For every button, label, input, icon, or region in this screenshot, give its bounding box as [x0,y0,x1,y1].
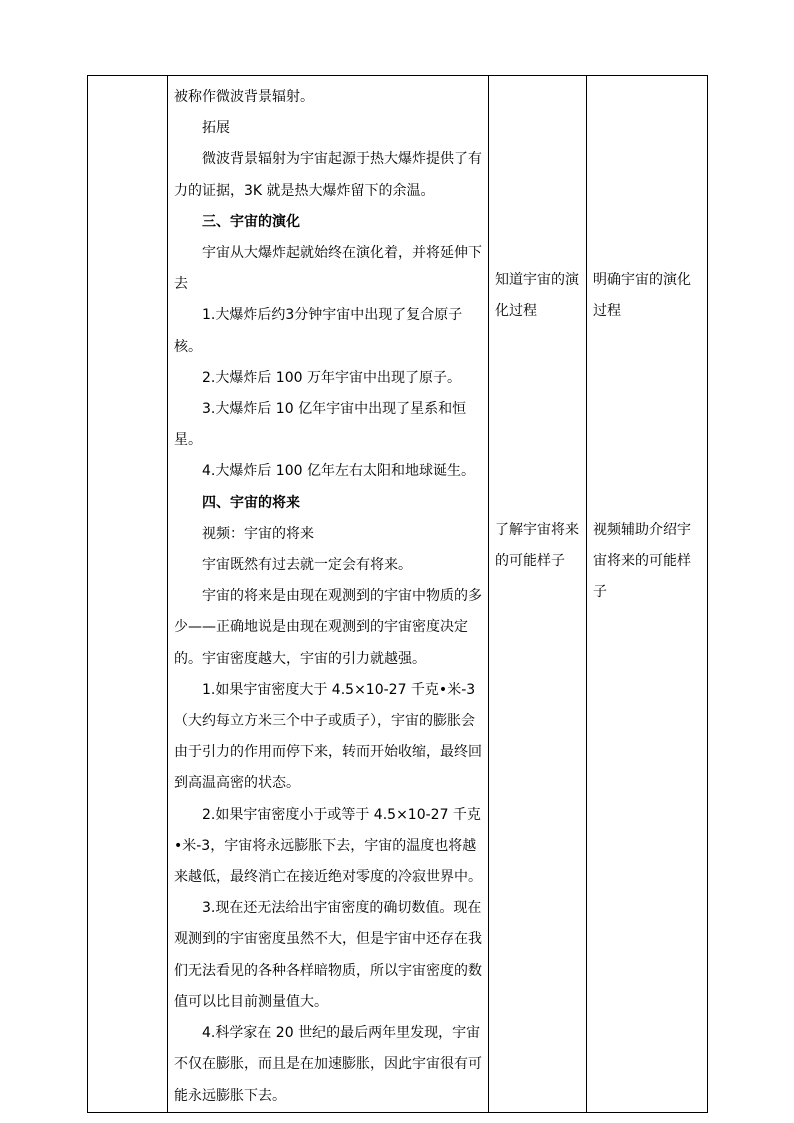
note-line: 的可能样子 [495,553,565,570]
content-paragraph: 4.科学家在 20 世纪的最后两年里发现，宇宙不仅在膨胀，而且是在加速膨胀，因此宇宙很有可能永远膨胀下去。 [174,1025,482,1104]
stage-cell [88,76,168,1113]
teaching-content [168,76,488,1112]
note-line: 明确宇宙的演化 [593,272,691,288]
content-paragraph: 宇宙既然有过去就一定会有将来。 [202,557,412,574]
content-paragraph: 被称作微波背景辐射。 [174,89,314,105]
content-paragraph: 1.如果宇宙密度大于 4.5×10-27 千克•米-3（大约每立方米三个中子或质子），宇宙的膨胀会由于引力的作用而停下来，转而开始收缩，最终回到高温高密的状态。 [174,681,482,792]
lesson-plan-table [87,75,708,1113]
table-row [88,76,708,1113]
content-paragraph: 3.大爆炸后 10 亿年宇宙中出现了星系和恒星。 [174,401,467,449]
content-paragraph: 4.大爆炸后 100 亿年左右太阳和地球诞生。 [202,463,475,480]
content-paragraph: 1.大爆炸后约3分钟宇宙中出现了复合原子核。 [174,307,463,355]
content-paragraph: 宇宙的将来是由现在观测到的宇宙中物质的多少——正确地说是由现在观测到的宇宙密度决定的。宇宙密度越大，宇宙的引力就越强。 [174,588,482,667]
design-intent-future [593,515,703,609]
content-paragraph: 3.现在还无法给出宇宙密度的确切数值。现在观测到的宇宙密度虽然不大，但是宇宙中还存在我们无法看见的各种各样暗物质，所以宇宙密度的数值可以比目前测量值大。 [174,900,482,1010]
student-activity-cell [489,76,587,1113]
content-paragraph: 2.大爆炸后 100 万年宇宙中出现了原子。 [202,369,461,386]
student-activity-future [495,515,582,577]
section-heading: 三、宇宙的演化 [202,213,300,230]
note-line: 化过程 [495,303,537,320]
content-paragraph: 拓展 [202,120,230,137]
content-paragraph: 2.如果宇宙密度小于或等于 4.5×10-27 千克•米-3，宇宙将永远膨胀下去，宇宙的温度也将越来越低，最终消亡在接近绝对零度的冷寂世界中。 [174,806,482,886]
content-paragraph: 宇宙从大爆炸起就始终在演化着，并将延伸下去 [174,245,482,293]
note-line: 过程 [593,303,621,320]
note-line: 宙将来的可能样 [593,553,691,570]
design-intent-evolution [593,265,703,327]
design-intent-cell [587,76,708,1113]
section-heading: 四、宇宙的将来 [202,494,300,511]
teaching-content-cell [168,76,489,1113]
note-line: 知道宇宙的演 [495,272,579,288]
content-paragraph: 视频：宇宙的将来 [202,525,314,542]
student-activity-evolution [495,265,582,327]
content-paragraph: 微波背景辐射为宇宙起源于热大爆炸提供了有力的证据，3K 就是热大爆炸留下的余温。 [174,151,482,199]
note-line: 子 [593,584,607,601]
note-line: 视频辅助介绍宇 [593,522,691,538]
note-line: 了解宇宙将来 [495,522,579,538]
